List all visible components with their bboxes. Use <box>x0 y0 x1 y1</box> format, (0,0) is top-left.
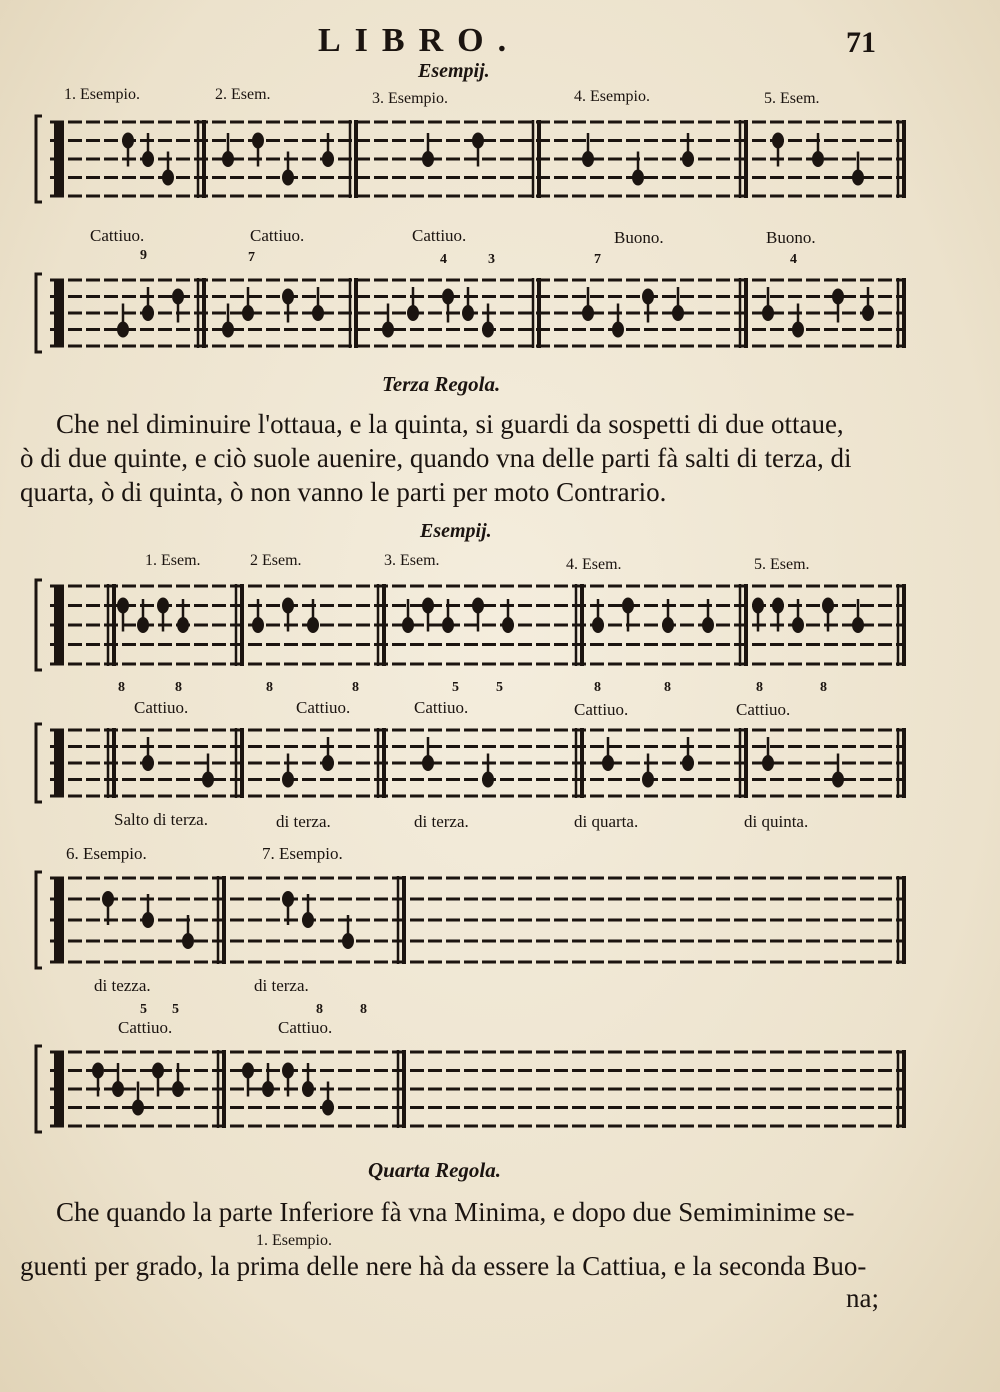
example-label: 5. Esem. <box>754 556 810 573</box>
rule-heading: Terza Regola. <box>382 372 501 396</box>
judgment-label: Cattiuo. <box>296 698 351 717</box>
clef-sign <box>54 280 64 346</box>
running-header: LIBRO. <box>318 22 521 59</box>
rule-text-line: Che quando la parte Inferiore fà vna Minima, e dopo due Semiminime se- <box>56 1197 855 1227</box>
music-staff <box>28 268 908 360</box>
figure-number: 4 <box>790 252 797 267</box>
inline-example-label: 1. Esempio. <box>256 1232 332 1249</box>
figure-number: 9 <box>140 248 147 263</box>
music-staff <box>28 110 908 210</box>
figure-number: 7 <box>594 252 601 267</box>
figure-number: 8 <box>118 680 125 695</box>
figure-number: 5 <box>140 1002 147 1017</box>
figure-number: 8 <box>175 680 182 695</box>
figure-number: 8 <box>664 680 671 695</box>
rule-text-line: guenti per grado, la prima delle nere hà da essere la Cattiua, e la seconda Buo- <box>20 1251 867 1281</box>
example-label: 1. Esem. <box>145 552 201 569</box>
music-staff <box>28 718 908 810</box>
clef-sign <box>54 730 64 796</box>
system-bracket <box>36 872 42 968</box>
system-bracket <box>36 724 42 802</box>
example-label: 6. Esempio. <box>66 844 147 863</box>
judgment-label: Cattiuo. <box>412 226 467 245</box>
figure-number: 5 <box>452 680 459 695</box>
clef-sign <box>54 122 64 196</box>
rule-text-line: na; <box>846 1283 879 1313</box>
rule-text-line: quarta, ò di quinta, ò non vanno le parti per moto Contrario. <box>20 477 667 507</box>
page-number: 71 <box>846 26 876 59</box>
example-label: 4. Esem. <box>566 556 622 573</box>
example-label: 3. Esem. <box>384 552 440 569</box>
music-staff <box>28 574 908 678</box>
system-bracket <box>36 116 42 202</box>
judgment-label: Cattiuo. <box>414 698 469 717</box>
example-label: 2. Esem. <box>215 86 271 103</box>
leap-label: di terza. <box>254 976 309 995</box>
judgment-label: Cattiuo. <box>118 1018 173 1037</box>
example-label: 3. Esempio. <box>372 90 448 107</box>
figure-number: 5 <box>172 1002 179 1017</box>
music-staff <box>28 866 908 976</box>
figure-number: 3 <box>488 252 495 267</box>
rule-heading: Quarta Regola. <box>368 1158 502 1182</box>
judgment-label: Cattiuo. <box>736 700 791 719</box>
leap-label: di quarta. <box>574 812 639 831</box>
judgment-label: Cattiuo. <box>574 700 629 719</box>
judgment-label: Buono. <box>766 228 816 247</box>
figure-number: 8 <box>756 680 763 695</box>
judgment-label: Cattiuo. <box>90 226 145 245</box>
example-label: 2 Esem. <box>250 552 302 569</box>
clef-sign <box>54 586 64 664</box>
judgment-label: Cattiuo. <box>278 1018 333 1037</box>
leap-label: Salto di terza. <box>114 810 208 829</box>
examples-caption: Esempij. <box>420 520 492 542</box>
music-staff <box>28 1040 908 1140</box>
clef-sign <box>54 878 64 962</box>
figure-number: 8 <box>316 1002 323 1017</box>
leap-label: di tezza. <box>94 976 151 995</box>
rule-text-line: Che nel diminuire l'ottaua, e la quinta, si guardi da sospetti di due ottaue, <box>56 409 844 439</box>
example-label: 1. Esempio. <box>64 86 140 103</box>
judgment-label: Cattiuo. <box>250 226 305 245</box>
rule-text-line: ò di due quinte, e ciò suole auenire, quando vna delle parti fà salti di terza, di <box>20 443 852 473</box>
example-label: 7. Esempio. <box>262 844 343 863</box>
examples-caption: Esempij. <box>418 60 490 82</box>
figure-number: 8 <box>360 1002 367 1017</box>
system-bracket <box>36 274 42 352</box>
example-label: 4. Esempio. <box>574 88 650 105</box>
judgment-label: Buono. <box>614 228 664 247</box>
figure-number: 8 <box>266 680 273 695</box>
leap-label: di terza. <box>276 812 331 831</box>
clef-sign <box>54 1052 64 1126</box>
figure-number: 8 <box>594 680 601 695</box>
system-bracket <box>36 580 42 670</box>
figure-number: 4 <box>440 252 447 267</box>
figure-number: 5 <box>496 680 503 695</box>
leap-label: di terza. <box>414 812 469 831</box>
figure-number: 8 <box>352 680 359 695</box>
figure-number: 8 <box>820 680 827 695</box>
judgment-label: Cattiuo. <box>134 698 189 717</box>
figure-number: 7 <box>248 250 255 265</box>
example-label: 5. Esem. <box>764 90 820 107</box>
leap-label: di quinta. <box>744 812 809 831</box>
system-bracket <box>36 1046 42 1132</box>
